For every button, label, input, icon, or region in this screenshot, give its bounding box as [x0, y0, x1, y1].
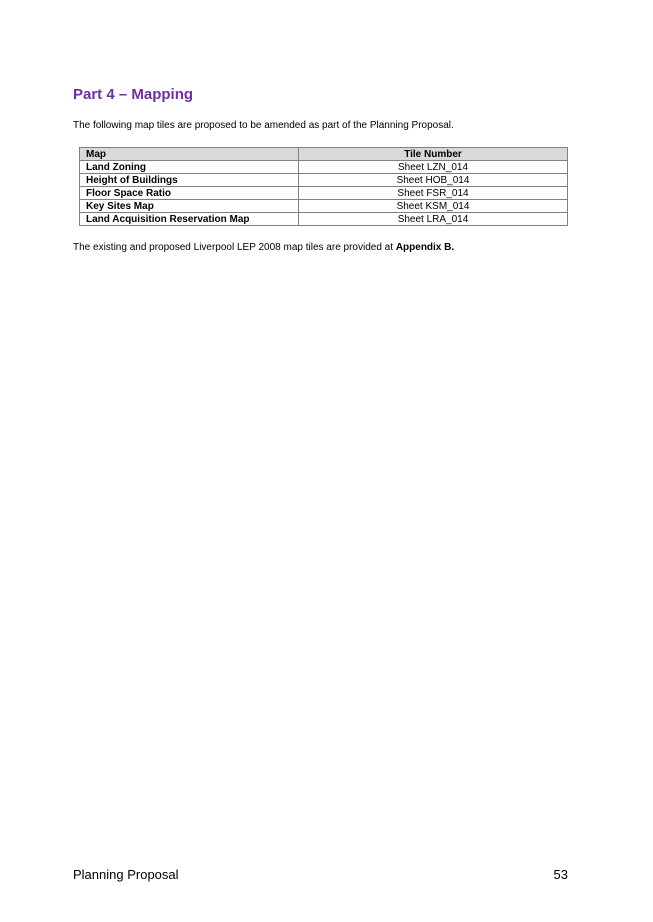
- map-name-cell: Floor Space Ratio: [80, 187, 299, 200]
- table-row: [80, 187, 568, 200]
- table-row: [80, 161, 568, 174]
- table-row: [80, 174, 568, 187]
- closing-text: The existing and proposed Liverpool LEP 2008 map tiles are provided at: [73, 242, 396, 253]
- table-row: [80, 200, 568, 213]
- table-row: [80, 213, 568, 226]
- tile-number-cell: Sheet KSM_014: [299, 200, 568, 213]
- footer-page-number: 53: [553, 867, 568, 882]
- map-tiles-table: [79, 147, 568, 226]
- column-header-tile-number: Tile Number: [299, 148, 568, 161]
- table-header-row: [80, 148, 568, 161]
- intro-paragraph: The following map tiles are proposed to be amended as part of the Planning Proposal.: [73, 120, 454, 131]
- map-name-cell: Height of Buildings: [80, 174, 299, 187]
- tile-number-cell: Sheet FSR_014: [299, 187, 568, 200]
- map-name-cell: Land Zoning: [80, 161, 299, 174]
- column-header-map: Map: [80, 148, 299, 161]
- tile-number-cell: Sheet HOB_014: [299, 174, 568, 187]
- tile-number-cell: Sheet LZN_014: [299, 161, 568, 174]
- closing-paragraph: [73, 242, 454, 253]
- appendix-reference: Appendix B.: [395, 242, 455, 253]
- map-name-cell: Key Sites Map: [80, 200, 299, 213]
- map-name-cell: Land Acquisition Reservation Map: [80, 213, 299, 226]
- section-heading: Part 4 – Mapping: [73, 86, 194, 103]
- tile-number-cell: Sheet LRA_014: [299, 213, 568, 226]
- footer-document-title: Planning Proposal: [73, 867, 179, 882]
